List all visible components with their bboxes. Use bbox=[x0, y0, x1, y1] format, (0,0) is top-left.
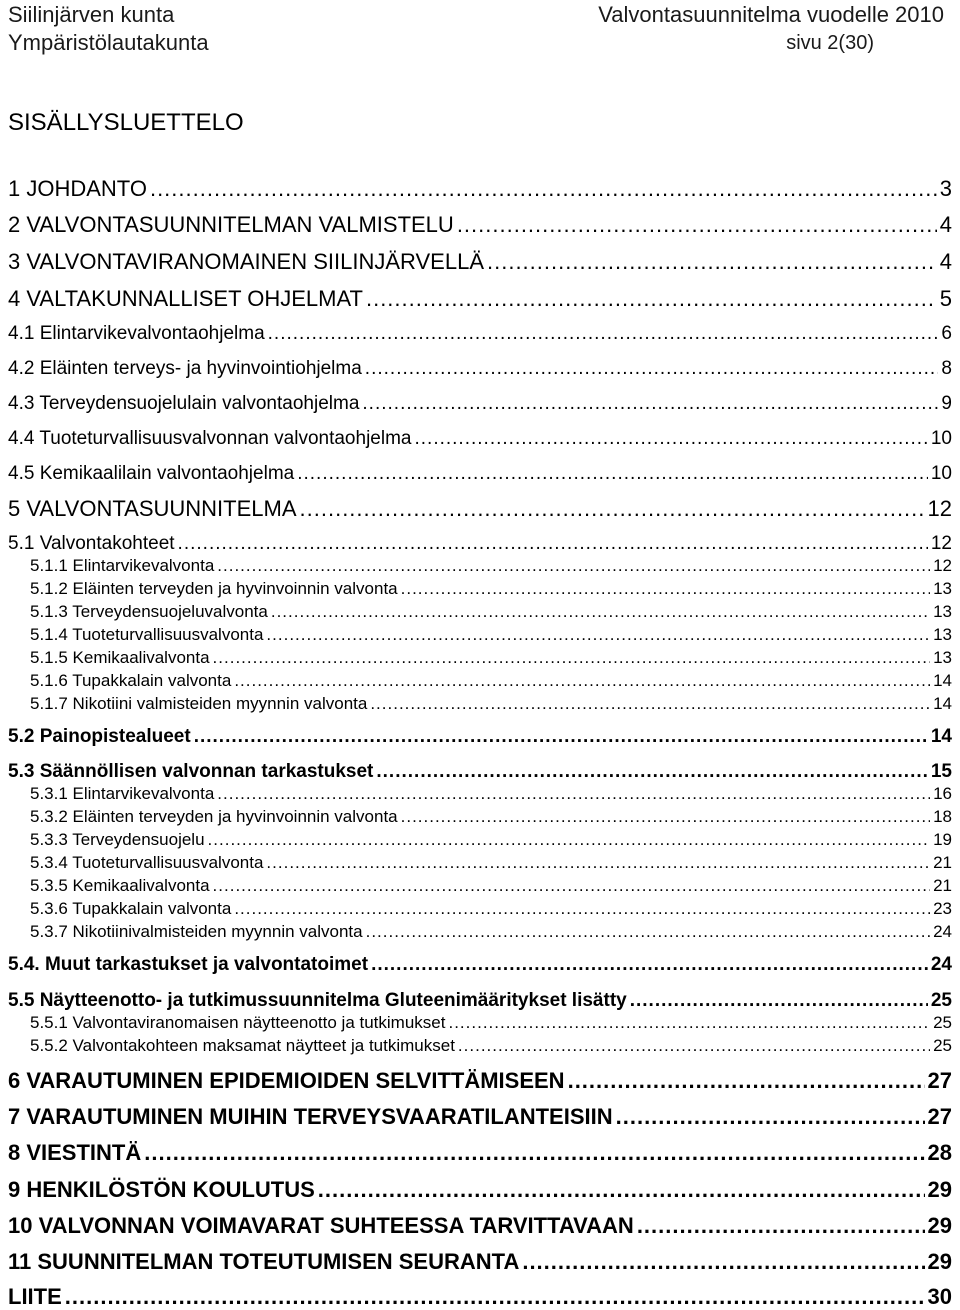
toc-entry-label: 5.3.4 Tuoteturvallisuusvalvonta bbox=[30, 853, 264, 872]
toc-leader bbox=[487, 249, 937, 275]
toc-leader bbox=[457, 212, 937, 238]
toc-entry-page: 14 bbox=[930, 726, 952, 747]
toc-entry[interactable] bbox=[0, 830, 960, 850]
toc-entry-page: 14 bbox=[933, 694, 952, 713]
toc-entry-page: 27 bbox=[927, 1068, 952, 1093]
toc-entry-page: 30 bbox=[927, 1284, 952, 1309]
toc-entry-page: 24 bbox=[933, 922, 952, 941]
toc-entry-page: 16 bbox=[933, 784, 952, 803]
toc-entry-label: 5 VALVONTASUUNNITELMA bbox=[8, 496, 297, 521]
toc-entry-page: 29 bbox=[927, 1249, 952, 1274]
toc-entry-page: 27 bbox=[927, 1104, 952, 1129]
toc-entry[interactable] bbox=[0, 323, 960, 345]
toc-entry-label: 3 VALVONTAVIRANOMAINEN SIILINJÄRVELLÄ bbox=[8, 249, 484, 274]
toc-entry-label: 5.1.7 Nikotiini valmisteiden myynnin valvonta bbox=[30, 694, 368, 713]
toc-entry-page: 12 bbox=[930, 533, 952, 554]
toc-entry[interactable] bbox=[0, 1249, 960, 1275]
toc-entry-label: 5.3.6 Tupakkalain valvonta bbox=[30, 899, 232, 918]
toc-entry-label: 7 VARAUTUMINEN MUIHIN TERVEYSVAARATILANTEISIIN bbox=[8, 1104, 613, 1129]
toc-entry[interactable] bbox=[0, 533, 960, 555]
toc-entry-page: 21 bbox=[933, 876, 952, 895]
toc-entry-page: 6 bbox=[941, 323, 952, 344]
toc-entry-page: 25 bbox=[933, 1013, 952, 1032]
toc-entry-label: 5.5.2 Valvontakohteen maksamat näytteet ja tutkimukset bbox=[30, 1036, 455, 1055]
toc-entry-page: 25 bbox=[930, 990, 952, 1011]
toc-entry-label: 5.3.1 Elintarvikevalvonta bbox=[30, 784, 215, 803]
toc-entry[interactable] bbox=[0, 176, 960, 202]
toc-entry-page: 29 bbox=[927, 1213, 952, 1238]
toc-entry[interactable] bbox=[0, 954, 960, 976]
toc-entry-label: 4 VALTAKUNNALLISET OHJELMAT bbox=[8, 286, 363, 311]
toc-entry[interactable] bbox=[0, 899, 960, 919]
toc-entry-page: 3 bbox=[939, 176, 952, 201]
toc-entry[interactable] bbox=[0, 393, 960, 415]
toc-entry-label: 10 VALVONNAN VOIMAVARAT SUHTEESSA TARVITTAVAAN bbox=[8, 1213, 634, 1238]
toc-entry[interactable] bbox=[0, 694, 960, 714]
toc-leader bbox=[178, 533, 928, 555]
toc-entry-label: 5.3.3 Terveydensuojelu bbox=[30, 830, 205, 849]
toc-entry-page: 5 bbox=[939, 286, 952, 311]
toc-entry-label: 4.1 Elintarvikevalvontaohjelma bbox=[8, 323, 265, 344]
toc-entry[interactable] bbox=[0, 1140, 960, 1166]
toc-leader bbox=[268, 323, 939, 345]
toc-entry-label: 1 JOHDANTO bbox=[8, 176, 147, 201]
page-number: sivu 2(30) bbox=[786, 32, 874, 54]
toc-leader bbox=[448, 1013, 930, 1033]
toc-entry-page: 28 bbox=[927, 1140, 952, 1165]
toc-leader bbox=[208, 830, 931, 850]
toc-leader bbox=[217, 784, 930, 804]
toc-leader bbox=[318, 1177, 925, 1203]
toc-entry-label: 11 SUUNNITELMAN TOTEUTUMISEN SEURANTA bbox=[8, 1249, 520, 1274]
toc-entry-label: 4.5 Kemikaalilain valvontaohjelma bbox=[8, 463, 295, 484]
toc-entry-label: 5.1.3 Terveydensuojeluvalvonta bbox=[30, 602, 268, 621]
toc-entry[interactable] bbox=[0, 922, 960, 942]
toc-entry-label: 5.5.1 Valvontaviranomaisen näytteenotto ja tutkimukset bbox=[30, 1013, 446, 1032]
toc-entry-label: 5.2 Painopistealueet bbox=[8, 726, 191, 747]
toc-entry[interactable] bbox=[0, 1177, 960, 1203]
toc-leader bbox=[568, 1068, 925, 1094]
committee-name: Ympäristölautakunta bbox=[8, 30, 209, 55]
toc-entry[interactable] bbox=[0, 579, 960, 599]
toc-leader bbox=[458, 1036, 930, 1056]
toc-entry-label: 5.1.1 Elintarvikevalvonta bbox=[30, 556, 215, 575]
toc-leader bbox=[616, 1104, 925, 1130]
toc-entry[interactable] bbox=[0, 496, 960, 522]
toc-leader bbox=[271, 602, 930, 622]
toc-entry-page: 10 bbox=[930, 463, 952, 484]
toc-entry-label: 8 VIESTINTÄ bbox=[8, 1140, 142, 1165]
toc-entry[interactable] bbox=[0, 853, 960, 873]
toc-entry-page: 13 bbox=[933, 579, 952, 598]
toc-entry-page: 15 bbox=[930, 761, 952, 782]
toc-leader bbox=[213, 876, 931, 896]
toc-entry[interactable] bbox=[0, 1213, 960, 1239]
toc-entry-page: 25 bbox=[933, 1036, 952, 1055]
toc-leader bbox=[144, 1140, 924, 1166]
toc-entry-page: 29 bbox=[927, 1177, 952, 1202]
toc-entry[interactable] bbox=[0, 602, 960, 622]
toc-leader bbox=[194, 726, 928, 748]
toc-leader bbox=[401, 579, 930, 599]
toc-entry-label: 5.3.5 Kemikaalivalvonta bbox=[30, 876, 210, 895]
toc-entry-label: 9 HENKILÖSTÖN KOULUTUS bbox=[8, 1177, 315, 1202]
toc-leader bbox=[365, 358, 939, 380]
toc-entry-page: 8 bbox=[941, 358, 952, 379]
toc-entry-page: 24 bbox=[930, 954, 952, 975]
toc-entry[interactable] bbox=[0, 428, 960, 450]
toc-entry-page: 23 bbox=[933, 899, 952, 918]
toc-entry[interactable] bbox=[0, 784, 960, 804]
toc-entry[interactable] bbox=[0, 463, 960, 485]
toc-entry[interactable] bbox=[0, 1284, 960, 1310]
toc-leader bbox=[266, 853, 930, 873]
toc-entry[interactable] bbox=[0, 671, 960, 691]
toc-entry[interactable] bbox=[0, 1068, 960, 1094]
toc-entry-page: 4 bbox=[939, 212, 952, 237]
toc-entry[interactable] bbox=[0, 625, 960, 645]
toc-entry-label: 2 VALVONTASUUNNITELMAN VALMISTELU bbox=[8, 212, 454, 237]
toc-leader bbox=[297, 463, 928, 485]
toc-entry-label: 6 VARAUTUMINEN EPIDEMIOIDEN SELVITTÄMISEEN bbox=[8, 1068, 565, 1093]
toc-entry-label: 5.3.2 Eläinten terveyden ja hyvinvoinnin valvonta bbox=[30, 807, 398, 826]
toc-entry-label: 5.1.6 Tupakkalain valvonta bbox=[30, 671, 232, 690]
toc-entry-page: 18 bbox=[933, 807, 952, 826]
municipality-name: Siilinjärven kunta bbox=[8, 2, 175, 27]
toc-entry-label: 5.3 Säännöllisen valvonnan tarkastukset bbox=[8, 761, 374, 782]
toc-title: SISÄLLYSLUETTELO bbox=[8, 109, 244, 136]
toc-leader bbox=[366, 286, 937, 312]
toc-entry-page: 21 bbox=[933, 853, 952, 872]
toc-leader bbox=[234, 899, 930, 919]
toc-entry[interactable] bbox=[0, 358, 960, 380]
document-title: Valvontasuunnitelma vuodelle 2010 bbox=[598, 2, 944, 27]
toc-leader bbox=[213, 648, 931, 668]
toc-entry[interactable] bbox=[0, 761, 960, 783]
toc-leader bbox=[150, 176, 937, 202]
toc-entry-page: 19 bbox=[933, 830, 952, 849]
toc-leader bbox=[217, 556, 930, 576]
toc-entry[interactable] bbox=[0, 286, 960, 312]
toc-leader bbox=[376, 761, 927, 783]
toc-entry-label: 4.4 Tuoteturvallisuusvalvonnan valvontaohjelma bbox=[8, 428, 412, 449]
toc-leader bbox=[371, 954, 928, 976]
toc-entry-page: 9 bbox=[941, 393, 952, 414]
toc-entry-label: 5.5 Näytteenotto- ja tutkimussuunnitelma Gluteenimääritykset lisätty bbox=[8, 990, 627, 1011]
toc-entry-label: 5.4. Muut tarkastukset ja valvontatoimet bbox=[8, 954, 369, 975]
toc-entry[interactable] bbox=[0, 212, 960, 238]
toc-entry-page: 10 bbox=[930, 428, 952, 449]
toc-leader bbox=[65, 1284, 925, 1310]
toc-entry-label: 5.3.7 Nikotiinivalmisteiden myynnin valvonta bbox=[30, 922, 363, 941]
toc-entry-page: 13 bbox=[933, 625, 952, 644]
toc-entry[interactable] bbox=[0, 1013, 960, 1033]
toc-entry-page: 14 bbox=[933, 671, 952, 690]
toc-entry[interactable] bbox=[0, 990, 960, 1012]
toc-entry-label: LIITE bbox=[8, 1284, 62, 1309]
toc-entry[interactable] bbox=[0, 876, 960, 896]
toc-entry[interactable] bbox=[0, 807, 960, 827]
toc-entry[interactable] bbox=[0, 556, 960, 576]
toc-leader bbox=[234, 671, 930, 691]
toc-entry-label: 5.1.2 Eläinten terveyden ja hyvinvoinnin valvonta bbox=[30, 579, 398, 598]
toc-leader bbox=[522, 1249, 924, 1275]
toc-entry[interactable] bbox=[0, 249, 960, 275]
toc-entry-page: 13 bbox=[933, 602, 952, 621]
toc-entry-label: 5.1.5 Kemikaalivalvonta bbox=[30, 648, 210, 667]
toc-leader bbox=[630, 990, 928, 1012]
toc-entry-page: 12 bbox=[933, 556, 952, 575]
toc-entry-page: 13 bbox=[933, 648, 952, 667]
toc-leader bbox=[401, 807, 930, 827]
toc-leader bbox=[637, 1213, 925, 1239]
toc-entry-label: 4.3 Terveydensuojelulain valvontaohjelma bbox=[8, 393, 360, 414]
toc-entry-label: 4.2 Eläinten terveys- ja hyvinvointiohjelma bbox=[8, 358, 362, 379]
toc-entry-label: 5.1 Valvontakohteet bbox=[8, 533, 175, 554]
toc-leader bbox=[300, 496, 925, 522]
toc-entry[interactable] bbox=[0, 726, 960, 748]
toc-entry[interactable] bbox=[0, 1036, 960, 1056]
toc-entry[interactable] bbox=[0, 648, 960, 668]
toc-entry-page: 12 bbox=[927, 496, 952, 521]
toc-leader bbox=[366, 922, 930, 942]
toc-entry[interactable] bbox=[0, 1104, 960, 1130]
toc-leader bbox=[370, 694, 930, 714]
toc-leader bbox=[266, 625, 930, 645]
toc-entry-label: 5.1.4 Tuoteturvallisuusvalvonta bbox=[30, 625, 264, 644]
toc-entry-page: 4 bbox=[939, 249, 952, 274]
toc-leader bbox=[414, 428, 927, 450]
toc-leader bbox=[362, 393, 938, 415]
page-header bbox=[8, 0, 952, 60]
